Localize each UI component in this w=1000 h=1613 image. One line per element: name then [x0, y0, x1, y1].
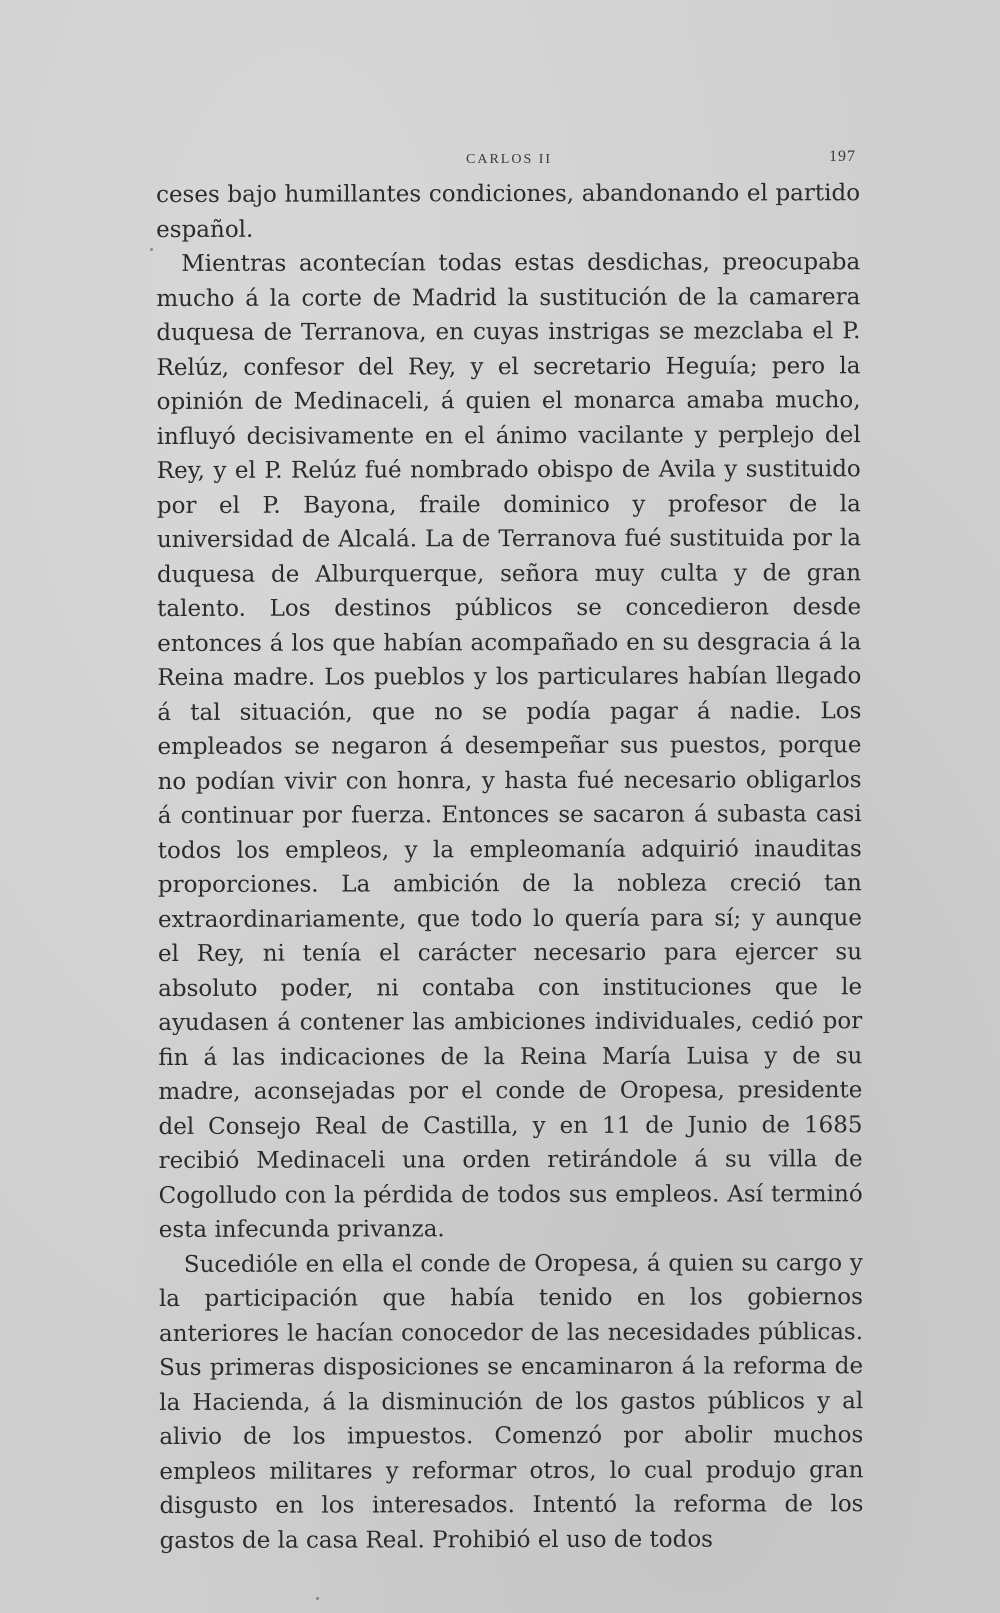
- paper-speck: [316, 1597, 319, 1600]
- page-number: 197: [829, 148, 856, 165]
- paragraph-medinaceli: Mientras acontecían todas estas desdichas, preocupaba mucho á la corte de Madrid la sustitución de la camarera duquesa de Terranova, en cuyas instrigas se mezclaba el P. Relúz, confesor del Rey, y el secretario Heguía; pero la opinión de Medinaceli, á quien el monarca amaba mucho, influyó decisivamente en el ánimo vacilante y perplejo del Rey, y el P. Relúz fué nombrado obispo de Avila y sustituido por el P. Bayona, fraile dominico y profesor de la universidad de Alcalá. La de Terranova fué sustituida por la duquesa de Alburquerque, señora muy culta y de gran talento. Los destinos públicos se concedieron desde entonces á los que habían acompañado en su desgracia á la Reina madre. Los pueblos y los particulares habían llegado á tal situación, que no se podía pagar á nadie. Los empleados se negaron á desempeñar sus puestos, porque no podían vivir con honra, y hasta fué necesario obligarlos á continuar por fuerza. Entonces se sacaron á subasta casi todos los empleos, y la empleomanía adquirió inauditas proporciones. La ambición de la nobleza creció tan extraordinariamente, que todo lo quería para sí; y aunque el Rey, ni tenía el carácter necesario para ejercer su absoluto poder, ni contaba con instituciones que le ayudasen á contener las ambiciones individuales, cedió por fin á las indicaciones de la Reina María Luisa y de su madre, aconsejadas por el conde de Oropesa, presidente del Consejo Real de Castilla, y en 11 de Junio de 1685 recibió Medinaceli una orden retirándole á su villa de Cogolludo con la pérdida de todos sus empleos. Así terminó esta infecunda privanza.: [156, 249, 863, 1243]
- running-head: [160, 148, 860, 172]
- paper-speck: [150, 248, 153, 251]
- paragraph-continuation: ceses bajo humillantes condiciones, abandonando el partido español.: [156, 180, 861, 243]
- body-text: [156, 176, 864, 1558]
- paragraph-oropesa: Sucedióle en ella el conde de Oropesa, á quien su cargo y la participación que había tenido en los gobiernos anteriores le hacían conocedor de las necesidades públicas. Sus primeras disposiciones se encaminaron á la reforma de la Hacienda, á la disminución de los gastos públicos y al alivio de los impuestos. Comenzó por abolir muchos empleos militares y reformar otros, lo cual produjo gran disgusto en los interesados. Intentó la reforma de los gastos de la casa Real. Prohibió el uso de todos: [158, 1249, 864, 1554]
- running-title: CARLOS II: [466, 152, 553, 167]
